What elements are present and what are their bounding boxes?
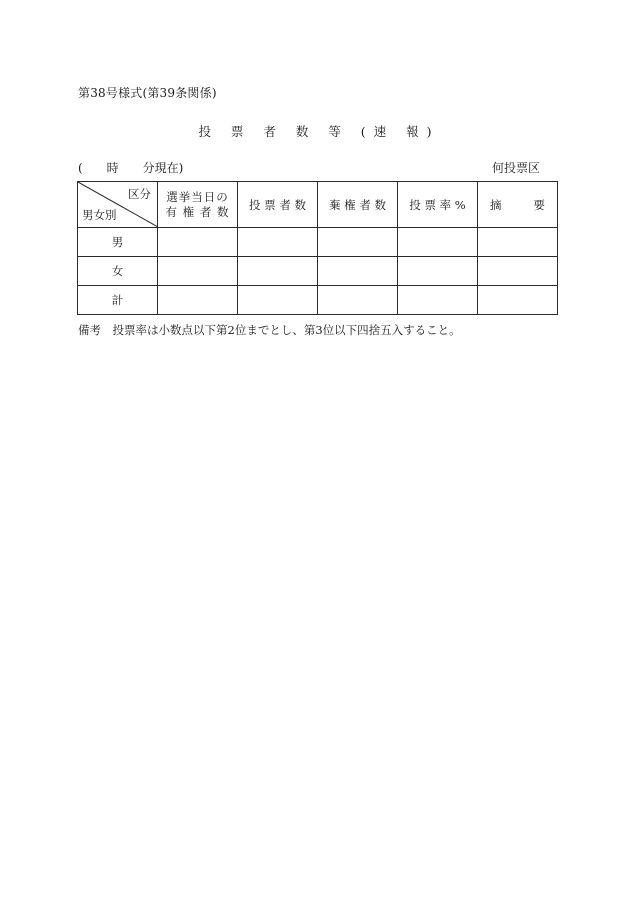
total-voters-cell[interactable] — [238, 286, 318, 315]
polling-district-label: 何投票区 — [491, 161, 540, 175]
voters-header: 投 票 者 数 — [238, 182, 318, 228]
total-eligible-cell[interactable] — [158, 286, 238, 315]
remarks-note: 備考 投票率は小数点以下第2位までとし、第3位以下四捨五入すること。 — [78, 323, 461, 337]
total-turnout-cell[interactable] — [398, 286, 478, 315]
male-turnout-cell[interactable] — [398, 228, 478, 257]
row-label-male: 男 — [78, 228, 158, 257]
row-label-female: 女 — [78, 257, 158, 286]
female-summary-cell[interactable] — [478, 257, 558, 286]
female-abstainers-cell[interactable] — [318, 257, 398, 286]
total-abstainers-cell[interactable] — [318, 286, 398, 315]
male-summary-cell[interactable] — [478, 228, 558, 257]
summary-header-right: 要 — [533, 197, 545, 212]
summary-header-left: 摘 — [490, 197, 502, 212]
eligible-voters-header-line2: 有 権 者 数 — [165, 204, 230, 219]
male-voters-cell[interactable] — [238, 228, 318, 257]
eligible-voters-header — [158, 182, 238, 228]
document-title: 投 票 者 数 等 (速 報) — [198, 124, 440, 139]
male-abstainers-cell[interactable] — [318, 228, 398, 257]
total-summary-cell[interactable] — [478, 286, 558, 315]
row-label-total: 計 — [78, 286, 158, 315]
form-number: 第38号様式(第39条関係) — [78, 86, 217, 100]
time-as-of-line: ( 時 分現在) — [78, 161, 184, 175]
female-voters-cell[interactable] — [238, 257, 318, 286]
table-header-row — [78, 182, 558, 228]
turnout-header: 投 票 率 % — [398, 182, 478, 228]
female-eligible-cell[interactable] — [158, 257, 238, 286]
voter-count-table — [77, 181, 558, 315]
eligible-voters-header-line1: 選挙当日の — [166, 189, 229, 204]
table-row-female — [78, 257, 558, 286]
male-eligible-cell[interactable] — [158, 228, 238, 257]
corner-header-cell — [78, 182, 158, 228]
table-row-male — [78, 228, 558, 257]
summary-header — [478, 182, 558, 228]
table-row-total — [78, 286, 558, 315]
female-turnout-cell[interactable] — [398, 257, 478, 286]
corner-category-label: 区分 — [128, 187, 151, 201]
abstainers-header: 棄 権 者 数 — [318, 182, 398, 228]
corner-gender-label: 男女別 — [82, 208, 117, 222]
